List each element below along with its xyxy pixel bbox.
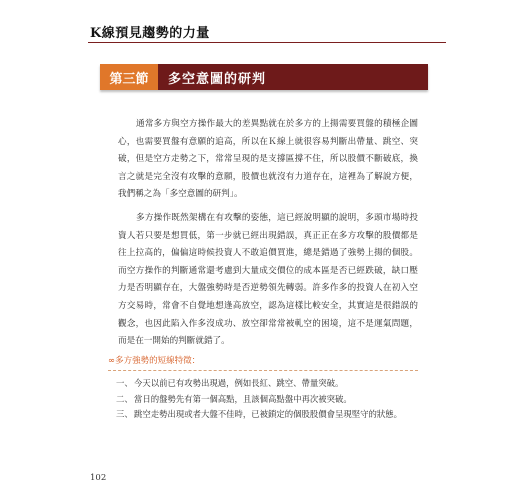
list-item-text: 當日的盤勢先有第一個高點，且該個高點盤中再次被突破。 xyxy=(134,393,352,404)
list-item-text: 今天以前已有攻勢出現過，例如長紅、跳空、帶量突破。 xyxy=(134,378,344,388)
subheading-divider xyxy=(108,370,418,371)
page-number: 102 xyxy=(90,473,107,483)
list-item xyxy=(116,407,416,423)
list-item-number: 三、 xyxy=(116,409,133,419)
section-title: 多空意圖的研判 xyxy=(158,64,428,90)
subheading: ∞多方強勢的短線特徵： xyxy=(108,356,201,366)
feature-list xyxy=(116,376,416,423)
list-item-text: 跳空走勢出現或者大盤不佳時，已被鎖定的個股股價會呈現堅守的狀態。 xyxy=(134,409,402,419)
list-item-number: 一、 xyxy=(116,378,133,388)
list-item xyxy=(116,392,416,408)
list-item-number: 二、 xyxy=(116,393,133,404)
paragraph-2: 多方操作既然架構在有攻擊的姿態，這已經說明顯的說明，多頭市場時投資人若只要是想買低，第一步就已經出現錯誤，真正正在多方攻擊的股價都是往上拉高的，偏偏這時候投資人不敢追價買進，總是錯過了強勢上揚的個股。而空方操作的判斷通常還考慮到大量成交價位的成本區是否已經跌破，缺口壓力是否明顯存在，大盤強勢時是否逆勢領先轉弱。許多作多的投資人在初入空方交易時，常會不自覺地想逢高放空，認為這樣比較安全，其實這是很錯誤的觀念，也因此陷入作多沒成功、放空卻常常被軋空的困境，這不是運氣問題，而是在一開始的判斷就錯了。 xyxy=(118,213,418,347)
header-divider xyxy=(88,42,446,43)
section-number: 第三節 xyxy=(100,64,158,90)
list-item xyxy=(116,376,416,392)
book-title: K線預見趨勢的力量 xyxy=(90,26,210,41)
section-banner xyxy=(100,64,428,90)
paragraph-1: 通常多方與空方操作最大的差異點就在於多方的上揚需要買盤的積極企圖心，也需要買盤有意願的追高，所以在Ｋ線上就很容易判斷出帶量、跳空、突破，但是空方走勢之下，常常呈現的是支撐區撐不住，所以股價不斷破底，換言之就是完全沒有攻擊的意願，股價也就沒有力道存在，這裡為了解說方便，我們稱之為「多空意圖的研判」。 xyxy=(118,119,418,200)
